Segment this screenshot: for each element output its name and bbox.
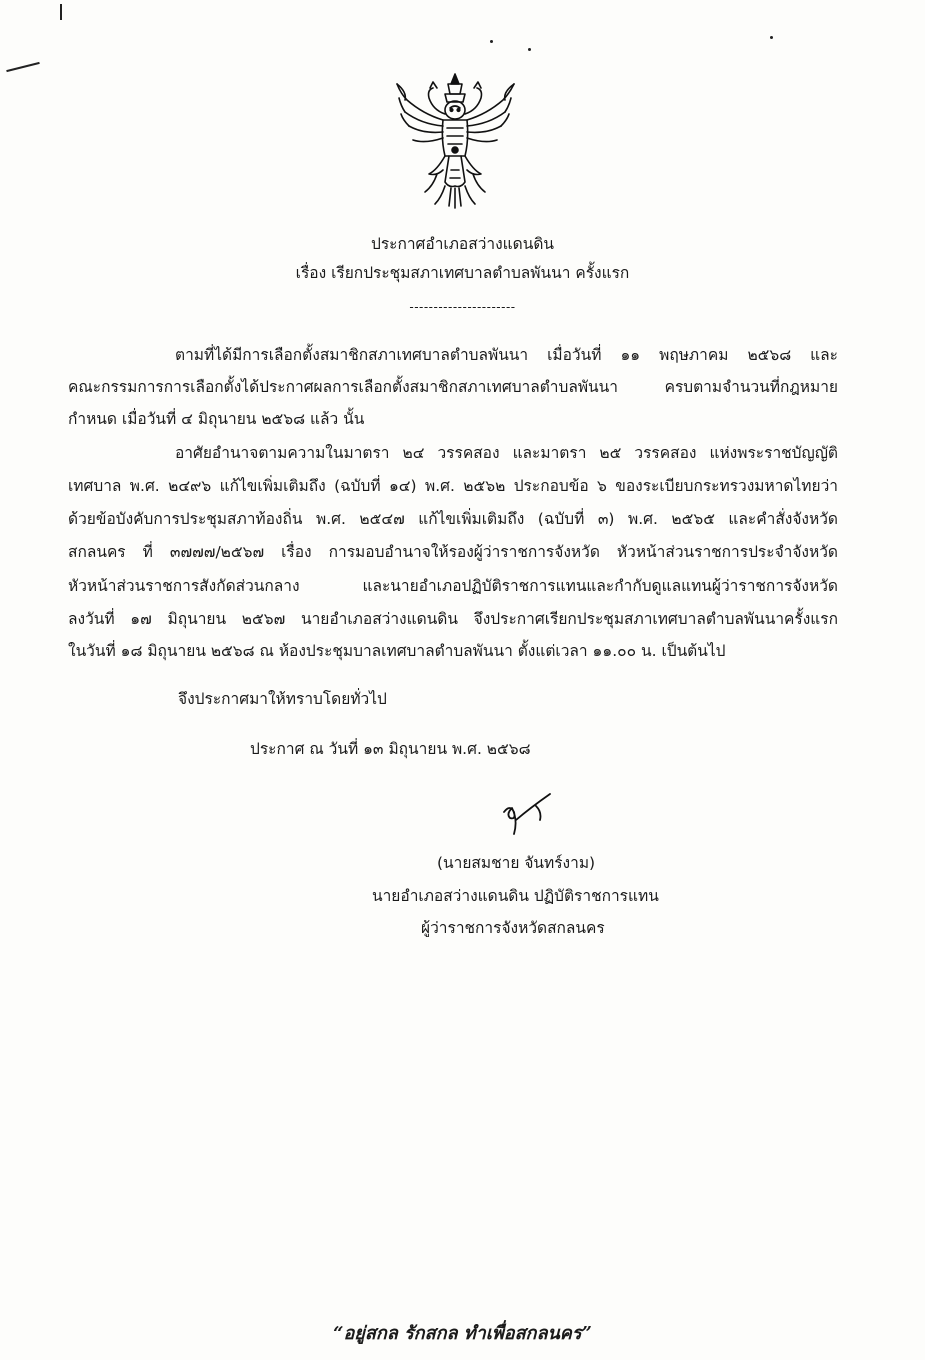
scan-mark (770, 36, 773, 39)
scan-mark (490, 40, 493, 43)
paragraph-2-line-7: ในวันที่ ๑๘ มิถุนายน ๒๕๖๘ ณ ห้องประชุมบาลเทศบาลตำบลพันนา ตั้งแต่เวลา ๑๑.๐๐ น. เป็นต้นไป (68, 642, 726, 660)
garuda-emblem-icon (393, 70, 518, 210)
announcement-date: ประกาศ ณ วันที่ ๑๓ มิถุนายน พ.ศ. ๒๕๖๘ (250, 740, 531, 758)
signatory-position-2: ผู้ว่าราชการจังหวัดสกลนคร (421, 919, 605, 937)
paragraph-2-line-4: สกลนคร ที่ ๓๗๗๗/๒๕๖๗ เรื่อง การมอบอำนาจให้รองผู้ว่าราชการจังหวัด หัวหน้าส่วนราชการประจำจังหวัด (68, 543, 838, 561)
paragraph-2-line-1: อาศัยอำนาจตามความในมาตรา ๒๔ วรรคสอง และมาตรา ๒๕ วรรคสอง แห่งพระราชบัญญัติ (175, 444, 838, 462)
paragraph-1-line-1: ตามที่ได้มีการเลือกตั้งสมาชิกสภาเทศบาลตำบลพันนา เมื่อวันที่ ๑๑ พฤษภาคม ๒๕๖๘ และ (175, 346, 838, 364)
paragraph-2-line-5: หัวหน้าส่วนราชการสังกัดส่วนกลาง และนายอำเภอปฏิบัติราชการแทนและกำกับดูแลแทนผู้ว่าราชการจังหวัด (68, 577, 838, 595)
paragraph-1-line-3: กำหนด เมื่อวันที่ ๔ มิถุนายน ๒๕๖๘ แล้ว นั้น (68, 410, 365, 428)
scan-mark (6, 62, 39, 72)
signatory-name: (นายสมชาย จันทร์งาม) (437, 854, 596, 872)
announcement-subject: เรื่อง เรียกประชุมสภาเทศบาลตำบลพันนา ครั้งแรก (295, 264, 630, 282)
closing-notice: จึงประกาศมาให้ทราบโดยทั่วไป (178, 690, 387, 708)
signature-image (496, 790, 566, 838)
announcement-title: ประกาศอำเภอสว่างแดนดิน (370, 235, 554, 253)
paragraph-2-line-6: ลงวันที่ ๑๗ มิถุนายน ๒๕๖๗ นายอำเภอสว่างแดนดิน จึงประกาศเรียกประชุมสภาเทศบาลตำบลพันนาครั้งแรก (68, 610, 838, 628)
footer-motto: “อยู่สกล รักสกล ทำเพื่อสกลนคร” (333, 1323, 592, 1344)
scan-mark (528, 48, 531, 51)
paragraph-1-line-2: คณะกรรมการการเลือกตั้งได้ประกาศผลการเลือกตั้งสมาชิกสภาเทศบาลตำบลพันนา ครบตามจำนวนที่กฎหมาย (68, 378, 838, 396)
paragraph-2-line-3: ด้วยข้อบังคับการประชุมสภาท้องถิ่น พ.ศ. ๒๕๔๗ แก้ไขเพิ่มเติมถึง (ฉบับที่ ๓) พ.ศ. ๒๕๖๕ และคำสั่งจังหวัด (68, 510, 838, 528)
paragraph-2-line-2: เทศบาล พ.ศ. ๒๔๙๖ แก้ไขเพิ่มเติมถึง (ฉบับที่ ๑๔) พ.ศ. ๒๕๖๒ ประกอบข้อ ๖ ของระเบียบกระทรวงมหาดไทยว่า (68, 477, 838, 495)
signatory-position-1: นายอำเภอสว่างแดนดิน ปฏิบัติราชการแทน (372, 887, 659, 905)
title-divider: ---------------------- (409, 300, 516, 314)
scan-mark (60, 4, 62, 20)
